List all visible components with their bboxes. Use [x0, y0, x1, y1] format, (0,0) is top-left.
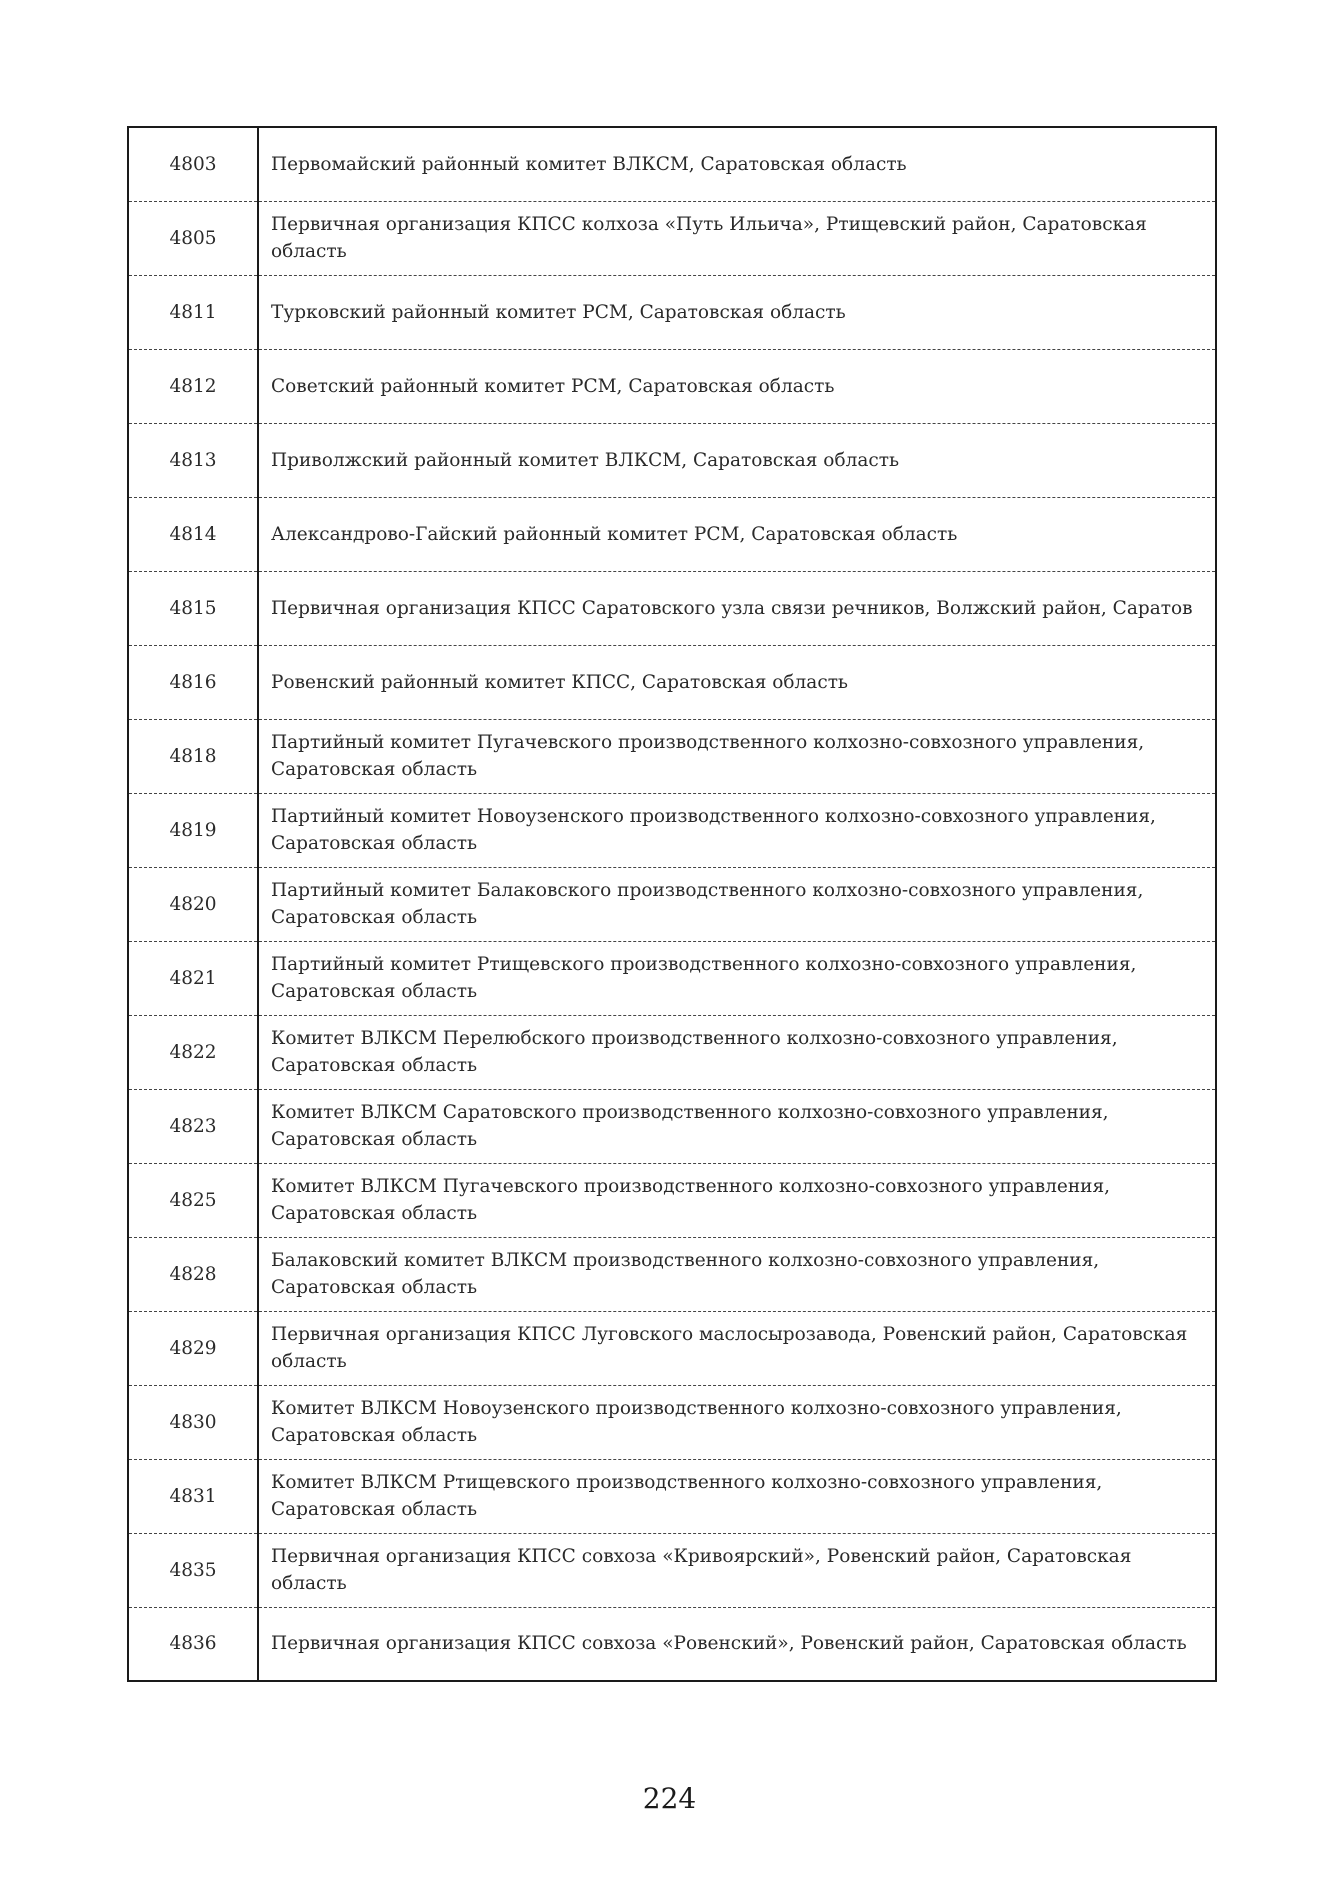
table-row [128, 1163, 1216, 1237]
table-row [128, 719, 1216, 793]
fund-number: 4829 [128, 1311, 258, 1385]
fund-number: 4813 [128, 423, 258, 497]
fund-title: Партийный комитет Новоузенского производственного колхозно-совхозного управления, Саратовская область [258, 793, 1216, 867]
fund-title: Комитет ВЛКСМ Новоузенского производственного колхозно-совхозного управления, Саратовская область [258, 1385, 1216, 1459]
fund-number: 4803 [128, 127, 258, 201]
fund-number: 4816 [128, 645, 258, 719]
fund-number: 4818 [128, 719, 258, 793]
table-row [128, 349, 1216, 423]
fund-number: 4805 [128, 201, 258, 275]
table-row [128, 275, 1216, 349]
table-row [128, 1237, 1216, 1311]
fund-title: Комитет ВЛКСМ Ртищевского производственного колхозно-совхозного управления, Саратовская область [258, 1459, 1216, 1533]
fund-title: Комитет ВЛКСМ Пугачевского производственного колхозно-совхозного управления, Саратовская область [258, 1163, 1216, 1237]
fund-title: Первичная организация КПСС колхоза «Путь Ильича», Ртищевский район, Саратовская область [258, 201, 1216, 275]
fund-number: 4823 [128, 1089, 258, 1163]
page-number: 224 [642, 1782, 697, 1815]
fund-number: 4815 [128, 571, 258, 645]
table-row [128, 941, 1216, 1015]
table-row [128, 1385, 1216, 1459]
table-row [128, 1533, 1216, 1607]
table-row [128, 1089, 1216, 1163]
table-row [128, 571, 1216, 645]
fund-title: Комитет ВЛКСМ Саратовского производственного колхозно-совхозного управления, Саратовская область [258, 1089, 1216, 1163]
fund-title: Александрово-Гайский районный комитет РСМ, Саратовская область [258, 497, 1216, 571]
fund-number: 4836 [128, 1607, 258, 1681]
fund-number: 4825 [128, 1163, 258, 1237]
table-row [128, 201, 1216, 275]
fund-title: Партийный комитет Ртищевского производственного колхозно-совхозного управления, Саратовская область [258, 941, 1216, 1015]
table-row [128, 867, 1216, 941]
fund-number: 4821 [128, 941, 258, 1015]
fund-list-table [127, 126, 1217, 1682]
fund-number: 4811 [128, 275, 258, 349]
fund-title: Ровенский районный комитет КПСС, Саратовская область [258, 645, 1216, 719]
fund-number: 4828 [128, 1237, 258, 1311]
table-row [128, 1607, 1216, 1681]
table-row [128, 1311, 1216, 1385]
fund-number: 4819 [128, 793, 258, 867]
fund-title: Турковский районный комитет РСМ, Саратовская область [258, 275, 1216, 349]
fund-title: Комитет ВЛКСМ Перелюбского производственного колхозно-совхозного управления, Саратовская область [258, 1015, 1216, 1089]
fund-title: Первичная организация КПСС Луговского маслосырозавода, Ровенский район, Саратовская область [258, 1311, 1216, 1385]
fund-title: Первомайский районный комитет ВЛКСМ, Саратовская область [258, 127, 1216, 201]
table-row [128, 497, 1216, 571]
fund-title: Балаковский комитет ВЛКСМ производственного колхозно-совхозного управления, Саратовская область [258, 1237, 1216, 1311]
fund-number: 4822 [128, 1015, 258, 1089]
fund-title: Первичная организация КПСС Саратовского узла связи речников, Волжский район, Саратов [258, 571, 1216, 645]
table-row [128, 645, 1216, 719]
table-row [128, 1459, 1216, 1533]
fund-number: 4830 [128, 1385, 258, 1459]
fund-title: Первичная организация КПСС совхоза «Ровенский», Ровенский район, Саратовская область [258, 1607, 1216, 1681]
fund-number: 4835 [128, 1533, 258, 1607]
table-row [128, 1015, 1216, 1089]
fund-title: Приволжский районный комитет ВЛКСМ, Саратовская область [258, 423, 1216, 497]
fund-title: Советский районный комитет РСМ, Саратовская область [258, 349, 1216, 423]
table-row [128, 793, 1216, 867]
table-row [128, 423, 1216, 497]
fund-list-body [128, 127, 1216, 1681]
fund-number: 4831 [128, 1459, 258, 1533]
table-row [128, 127, 1216, 201]
fund-title: Партийный комитет Пугачевского производственного колхозно-совхозного управления, Саратовская область [258, 719, 1216, 793]
fund-number: 4820 [128, 867, 258, 941]
fund-number: 4814 [128, 497, 258, 571]
fund-title: Первичная организация КПСС совхоза «Кривоярский», Ровенский район, Саратовская область [258, 1533, 1216, 1607]
fund-number: 4812 [128, 349, 258, 423]
fund-title: Партийный комитет Балаковского производственного колхозно-совхозного управления, Саратовская область [258, 867, 1216, 941]
